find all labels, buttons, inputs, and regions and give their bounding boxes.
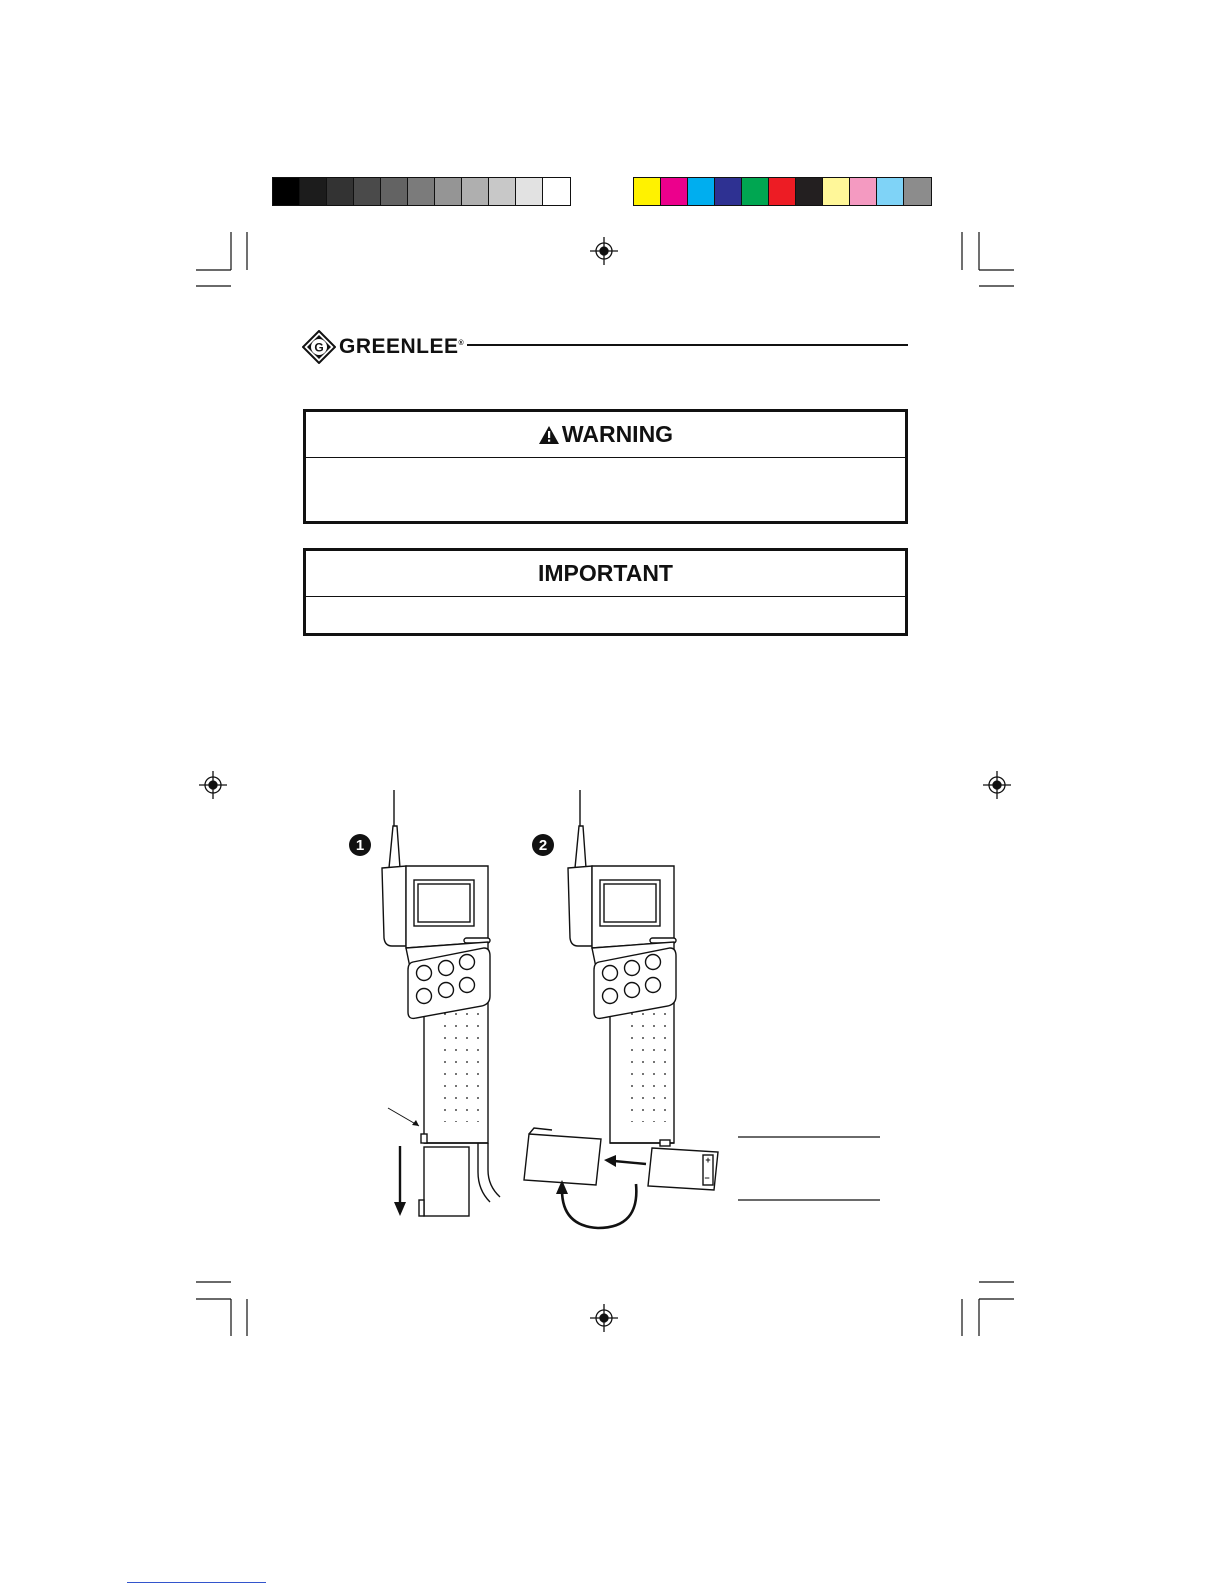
important-title: IMPORTANT: [537, 560, 673, 586]
step-badge-1: 1: [349, 834, 371, 856]
battery-plus-sign: +: [705, 1155, 711, 1165]
tester-2: [524, 790, 718, 1190]
warning-title: WARNING: [561, 421, 674, 447]
brand-name: GREENLEE®: [339, 335, 465, 358]
svg-text:G: G: [314, 340, 324, 355]
footer-link-underline[interactable]: [127, 1582, 266, 1583]
step-badge-2: 2: [532, 834, 554, 856]
battery-minus-sign: −: [704, 1173, 710, 1183]
